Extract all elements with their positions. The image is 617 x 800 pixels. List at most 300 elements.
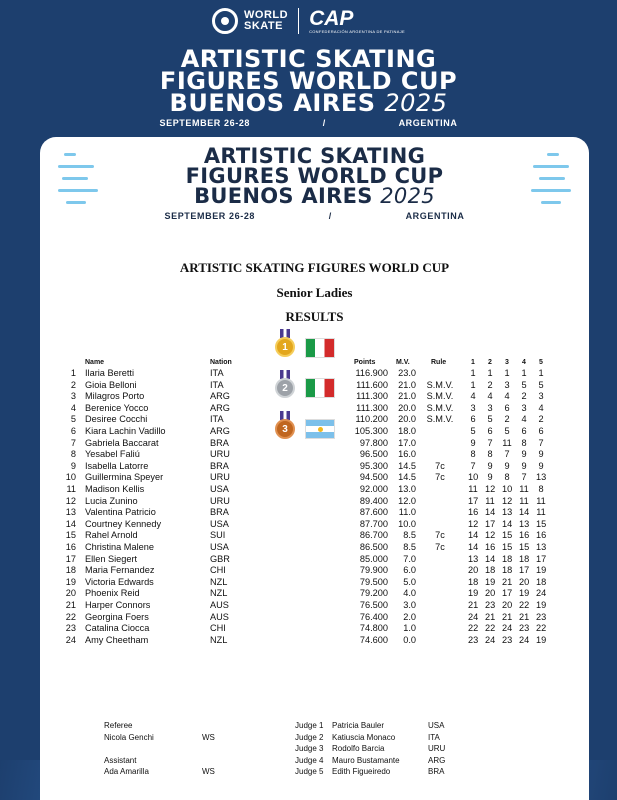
judge-4-place-cell: 3 xyxy=(521,402,527,413)
rank-cell: 10 xyxy=(65,472,76,483)
judge-2-place-cell: 2 xyxy=(487,379,493,390)
name-cell: Valentina Patricio xyxy=(85,507,156,518)
col-judge5-header: 5 xyxy=(539,359,543,366)
rank-cell: 23 xyxy=(65,623,76,634)
mv-cell: 2.0 xyxy=(403,611,416,622)
judge-5-place-cell: 16 xyxy=(536,530,547,541)
rank-cell: 14 xyxy=(65,518,76,529)
nation-cell: USA xyxy=(210,542,229,552)
mv-cell: 14.5 xyxy=(398,472,416,483)
rule-cell: S.M.V. xyxy=(426,391,454,402)
rank-cell: 17 xyxy=(65,553,76,564)
judge-5-place-cell: 22 xyxy=(536,623,547,634)
judge-2-place-cell: 22 xyxy=(485,623,496,634)
judge-1-place-cell: 23 xyxy=(468,634,479,645)
judge-1-place-cell: 3 xyxy=(470,402,476,413)
judge-3-place-cell: 15 xyxy=(502,530,513,541)
mv-cell: 18.0 xyxy=(398,426,416,436)
judge-1-place-cell: 19 xyxy=(468,588,479,599)
table-row xyxy=(40,368,589,380)
points-cell: 79.500 xyxy=(359,576,388,587)
table-row xyxy=(40,635,589,647)
judge-4-place-cell: 23 xyxy=(519,623,530,634)
name-cell: Amy Cheetham xyxy=(85,634,149,645)
nation-cell: ARG xyxy=(210,426,230,436)
bronze-medal-icon: 3 xyxy=(274,411,296,441)
judge-1-place-cell: 16 xyxy=(468,507,479,518)
judge-1-place-cell: 11 xyxy=(468,484,478,494)
judge-name: Mauro Bustamante xyxy=(332,755,400,765)
judge-1-place-cell: 12 xyxy=(468,518,479,529)
judge-1-place-cell: 9 xyxy=(470,437,476,448)
points-cell: 92.000 xyxy=(359,484,388,494)
judge-2-place-cell: 6 xyxy=(487,426,493,436)
judge-5-place-cell: 19 xyxy=(536,634,547,645)
nation-cell: ARG xyxy=(210,391,230,402)
mv-cell: 8.5 xyxy=(403,530,416,541)
rank-cell: 21 xyxy=(65,600,76,610)
document-title: ARTISTIC SKATING FIGURES WORLD CUP xyxy=(179,260,450,275)
judge-4-place-cell: 4 xyxy=(521,414,527,425)
gold-medal-icon: 1 xyxy=(274,329,296,359)
col-judge1-header: 1 xyxy=(471,359,475,366)
points-cell: 97.800 xyxy=(359,437,388,448)
col-name-header: Name xyxy=(85,359,105,366)
table-row xyxy=(40,507,589,519)
judge-3-place-cell: 8 xyxy=(504,472,510,483)
judge-2-place-cell: 9 xyxy=(487,472,493,483)
nation-cell: SUI xyxy=(210,530,226,541)
points-cell: 94.500 xyxy=(359,472,388,483)
judge-4-place-cell: 13 xyxy=(519,518,530,529)
event-year: 2025 xyxy=(384,89,448,117)
nation-cell: CHI xyxy=(210,623,226,634)
table-row xyxy=(40,391,589,403)
judge-label: Judge 5 xyxy=(295,767,324,776)
judge-4-place-cell: 2 xyxy=(521,391,527,402)
nation-cell: ITA xyxy=(210,414,224,425)
judge-4-place-cell: 1 xyxy=(521,368,527,378)
rank-cell: 11 xyxy=(66,484,76,494)
event-title-line3: BUENOS AIRES xyxy=(169,89,376,117)
event-title-line1: ARTISTIC SKATING xyxy=(180,45,437,73)
cap-logo-subtitle: CONFEDERACIÓN ARGENTINA DE PATINAJE xyxy=(309,28,405,34)
judge-4-place-cell: 8 xyxy=(521,437,527,448)
skate-decoration-left-icon xyxy=(58,143,104,223)
name-cell: Guillermina Speyer xyxy=(85,472,164,483)
mv-cell: 12.0 xyxy=(398,495,416,506)
judge-4-place-cell: 11 xyxy=(519,495,529,506)
judge-3-place-cell: 10 xyxy=(502,484,513,494)
nation-cell: ITA xyxy=(210,379,224,390)
judge-3-place-cell: 14 xyxy=(502,518,513,529)
judge-5-place-cell: 19 xyxy=(536,565,547,576)
nation-cell: NZL xyxy=(210,634,228,645)
judge-1-place-cell: 22 xyxy=(468,623,479,634)
judge-1-place-cell: 14 xyxy=(468,530,479,541)
judge-nation: USA xyxy=(428,721,445,730)
points-cell: 86.500 xyxy=(359,542,388,552)
nation-cell: ITA xyxy=(210,368,224,378)
points-cell: 86.700 xyxy=(359,530,388,541)
judge-3-place-cell: 12 xyxy=(502,495,513,506)
name-cell: Ilaria Beretti xyxy=(85,368,135,378)
judge-4-place-cell: 21 xyxy=(519,611,530,622)
points-cell: 79.900 xyxy=(359,565,388,576)
world-skate-line1: WORLD xyxy=(244,9,289,21)
name-cell: Madison Kellis xyxy=(85,484,145,494)
name-cell: Ellen Siegert xyxy=(85,553,138,564)
name-cell: Gabriela Baccarat xyxy=(85,437,159,448)
table-row xyxy=(40,472,589,484)
judge-3-place-cell: 4 xyxy=(504,391,510,402)
event-slash: / xyxy=(322,118,326,128)
table-row xyxy=(40,484,589,496)
judge-4-place-cell: 20 xyxy=(519,576,530,587)
judge-4-place-cell: 19 xyxy=(519,588,530,599)
points-cell: 111.600 xyxy=(356,379,388,390)
judge-2-place-cell: 12 xyxy=(485,530,496,541)
judge-4-place-cell: 9 xyxy=(521,460,527,471)
judge-3-place-cell: 5 xyxy=(504,426,510,436)
judge-5-place-cell: 17 xyxy=(536,553,547,564)
nation-cell: NZL xyxy=(210,588,228,599)
judge-3-place-cell: 1 xyxy=(504,368,510,378)
judge-1-place-cell: 20 xyxy=(468,565,479,576)
points-cell: 74.600 xyxy=(359,634,388,645)
judge-3-place-cell: 18 xyxy=(502,565,513,576)
nation-cell: CHI xyxy=(210,565,226,576)
results-document xyxy=(40,137,589,800)
referee-name: Nicola Genchi xyxy=(104,732,154,742)
judge-label: Judge 2 xyxy=(295,732,324,742)
judge-1-place-cell: 4 xyxy=(470,391,476,402)
judge-4-place-cell: 15 xyxy=(519,542,530,552)
judge-4-place-cell: 22 xyxy=(519,600,530,610)
event-country: ARGENTINA xyxy=(398,118,458,128)
mv-cell: 21.0 xyxy=(398,391,416,402)
table-row xyxy=(40,414,589,426)
judge-2-place-cell: 21 xyxy=(485,611,496,622)
judge-1-place-cell: 1 xyxy=(470,368,476,378)
name-cell: Catalina Ciocca xyxy=(85,623,150,634)
mv-cell: 13.0 xyxy=(398,484,416,494)
judge-4-place-cell: 7 xyxy=(521,472,527,483)
judge-3-place-cell: 20 xyxy=(502,600,513,610)
judge-1-place-cell: 8 xyxy=(470,449,476,460)
col-judge3-header: 3 xyxy=(505,359,509,366)
nation-cell: ARG xyxy=(210,402,230,413)
judge-5-place-cell: 9 xyxy=(538,460,544,471)
points-cell: 74.800 xyxy=(359,623,388,634)
name-cell: Berenice Yocco xyxy=(85,402,149,413)
rank-cell: 22 xyxy=(65,611,76,622)
rank-cell: 13 xyxy=(65,507,76,518)
mv-cell: 0.0 xyxy=(403,634,416,645)
judge-5-place-cell: 19 xyxy=(536,600,547,610)
points-cell: 111.300 xyxy=(356,391,388,402)
col-mv-header: M.V. xyxy=(396,359,410,366)
judge-1-place-cell: 21 xyxy=(468,600,479,610)
judge-4-place-cell: 5 xyxy=(521,379,527,390)
rule-cell: 7c xyxy=(435,472,445,483)
mv-cell: 21.0 xyxy=(398,379,416,390)
judge-5-place-cell: 11 xyxy=(536,507,546,518)
rule-cell: 7c xyxy=(435,542,445,552)
mv-cell: 11.0 xyxy=(398,507,416,518)
judge-4-place-cell: 14 xyxy=(519,507,530,518)
judge-3-place-cell: 15 xyxy=(502,542,513,552)
points-cell: 85.000 xyxy=(359,553,388,564)
table-row xyxy=(40,612,589,624)
judge-1-place-cell: 1 xyxy=(470,379,476,390)
referee-org: WS xyxy=(202,732,215,742)
judge-3-place-cell: 3 xyxy=(504,379,510,390)
name-cell: Gioia Belloni xyxy=(85,379,137,390)
judge-2-place-cell: 16 xyxy=(485,542,496,552)
judge-5-place-cell: 6 xyxy=(538,426,544,436)
mv-cell: 16.0 xyxy=(398,449,416,460)
cap-logo xyxy=(309,6,405,34)
judge-5-place-cell: 7 xyxy=(538,437,544,448)
judge-2-place-cell: 1 xyxy=(487,368,493,378)
mv-cell: 5.0 xyxy=(403,576,416,587)
judge-3-place-cell: 2 xyxy=(504,414,510,425)
judge-3-place-cell: 17 xyxy=(502,588,513,599)
rule-cell: S.M.V. xyxy=(426,379,454,390)
name-cell: Georgina Foers xyxy=(85,611,149,622)
document-banner xyxy=(40,137,589,237)
judge-3-place-cell: 13 xyxy=(502,507,513,518)
points-cell: 76.500 xyxy=(359,600,388,610)
points-cell: 89.400 xyxy=(359,495,388,506)
judge-1-place-cell: 7 xyxy=(470,460,476,471)
name-cell: Lucia Zunino xyxy=(85,495,138,506)
judge-4-place-cell: 11 xyxy=(519,484,529,494)
banner-title-line1: ARTISTIC SKATING xyxy=(203,144,426,168)
points-cell: 76.400 xyxy=(359,611,388,622)
name-cell: Harper Connors xyxy=(85,600,151,610)
table-row xyxy=(40,438,589,450)
judge-label: Judge 4 xyxy=(295,755,324,765)
judge-5-place-cell: 23 xyxy=(536,611,547,622)
nation-cell: USA xyxy=(210,518,229,529)
banner-year: 2025 xyxy=(380,184,435,208)
event-dates: SEPTEMBER 26-28 xyxy=(159,118,251,128)
points-cell: 96.500 xyxy=(359,449,388,460)
points-cell: 116.900 xyxy=(355,368,388,378)
rank-cell: 7 xyxy=(70,437,76,448)
judge-nation: ARG xyxy=(428,755,446,765)
logo-divider xyxy=(298,8,299,34)
judge-2-place-cell: 18 xyxy=(485,565,496,576)
name-cell: Rahel Arnold xyxy=(85,530,138,541)
judge-5-place-cell: 3 xyxy=(538,391,544,402)
table-row xyxy=(40,496,589,508)
cap-logo-text: CAP xyxy=(309,6,354,30)
judge-2-place-cell: 5 xyxy=(487,414,493,425)
banner-dates: SEPTEMBER 26-28 xyxy=(164,211,256,221)
event-title-line2: FIGURES WORLD CUP xyxy=(159,67,458,95)
judge-4-place-cell: 24 xyxy=(519,634,530,645)
mv-cell: 14.5 xyxy=(398,460,416,471)
banner-slash: / xyxy=(328,211,332,221)
mv-cell: 3.0 xyxy=(403,600,416,610)
nation-cell: BRA xyxy=(210,507,229,518)
mv-cell: 20.0 xyxy=(398,414,416,425)
table-row xyxy=(40,588,589,600)
judge-3-place-cell: 21 xyxy=(502,576,513,587)
points-cell: 95.300 xyxy=(359,460,388,471)
table-row xyxy=(40,623,589,635)
points-cell: 87.700 xyxy=(359,518,388,529)
italy-flag-icon xyxy=(305,338,335,358)
table-row xyxy=(40,577,589,589)
judge-2-place-cell: 11 xyxy=(485,495,495,506)
judge-2-place-cell: 17 xyxy=(485,518,496,529)
mv-cell: 7.0 xyxy=(403,553,416,564)
rank-cell: 3 xyxy=(70,391,76,402)
judge-5-place-cell: 24 xyxy=(536,588,547,599)
judge-nation: URU xyxy=(428,744,446,753)
points-cell: 110.200 xyxy=(355,414,388,425)
judge-2-place-cell: 8 xyxy=(487,449,493,460)
mv-cell: 4.0 xyxy=(403,588,416,599)
judge-1-place-cell: 17 xyxy=(468,495,479,506)
nation-cell: URU xyxy=(210,495,230,506)
judge-5-place-cell: 2 xyxy=(538,414,544,425)
mv-cell: 8.5 xyxy=(403,542,416,552)
judge-4-place-cell: 17 xyxy=(519,565,530,576)
mv-cell: 20.0 xyxy=(398,402,416,413)
rank-cell: 20 xyxy=(65,588,76,599)
rank-cell: 12 xyxy=(65,495,76,506)
judge-4-place-cell: 9 xyxy=(521,449,527,460)
rule-cell: 7c xyxy=(435,530,445,541)
col-points-header: Points xyxy=(354,359,376,366)
name-cell: Maria Fernandez xyxy=(85,565,155,576)
judge-5-place-cell: 9 xyxy=(538,449,544,460)
silver-medal-icon: 2 xyxy=(274,370,296,400)
rank-cell: 2 xyxy=(70,379,76,390)
world-skate-logo xyxy=(212,8,288,34)
rank-cell: 15 xyxy=(65,530,76,541)
judge-5-place-cell: 11 xyxy=(536,495,546,506)
judge-5-place-cell: 5 xyxy=(538,379,544,390)
judge-1-place-cell: 24 xyxy=(468,611,479,622)
judge-4-place-cell: 6 xyxy=(521,426,527,436)
table-row xyxy=(40,380,589,392)
name-cell: Yesabel Faliú xyxy=(85,449,140,460)
event-title xyxy=(0,45,617,128)
banner-country: ARGENTINA xyxy=(405,211,465,221)
name-cell: Desiree Cocchi xyxy=(85,414,148,425)
judge-3-place-cell: 21 xyxy=(502,611,513,622)
table-row xyxy=(40,554,589,566)
banner-title-line3: BUENOS AIRES xyxy=(194,184,373,208)
judge-3-place-cell: 9 xyxy=(504,460,510,471)
mv-cell: 17.0 xyxy=(398,437,416,448)
rule-cell: S.M.V. xyxy=(426,402,454,413)
nation-cell: USA xyxy=(210,484,229,494)
rank-cell: 19 xyxy=(65,576,76,587)
judge-2-place-cell: 12 xyxy=(485,484,496,494)
nation-cell: BRA xyxy=(210,460,229,471)
judge-1-place-cell: 13 xyxy=(468,553,479,564)
assistant-name: Ada Amarilla xyxy=(104,767,149,776)
rule-cell: 7c xyxy=(435,460,445,471)
name-cell: Milagros Porto xyxy=(85,391,145,402)
judge-3-place-cell: 7 xyxy=(504,449,510,460)
logo-bar xyxy=(0,4,617,38)
table-row xyxy=(40,461,589,473)
judge-5-place-cell: 13 xyxy=(536,542,547,552)
judge-2-place-cell: 23 xyxy=(485,600,496,610)
rank-cell: 9 xyxy=(70,460,76,471)
nation-cell: BRA xyxy=(210,437,229,448)
col-judge2-header: 2 xyxy=(488,359,492,366)
name-cell: Kiara Lachin Vadillo xyxy=(85,426,166,436)
mv-cell: 23.0 xyxy=(398,368,416,378)
table-row xyxy=(40,403,589,415)
judge-5-place-cell: 13 xyxy=(536,472,547,483)
assistant-org: WS xyxy=(202,767,215,776)
judge-5-place-cell: 8 xyxy=(538,484,544,494)
judge-3-place-cell: 24 xyxy=(502,623,513,634)
judge-name: Katiuscia Monaco xyxy=(332,732,396,742)
rank-cell: 18 xyxy=(65,565,76,576)
rank-cell: 4 xyxy=(70,402,76,413)
judge-2-place-cell: 9 xyxy=(487,460,493,471)
points-cell: 105.300 xyxy=(354,426,388,436)
col-rule-header: Rule xyxy=(431,359,447,366)
document-category: Senior Ladies xyxy=(276,285,353,300)
judge-2-place-cell: 14 xyxy=(485,553,496,564)
name-cell: Victoria Edwards xyxy=(85,576,154,587)
judge-5-place-cell: 1 xyxy=(538,368,544,378)
judge-1-place-cell: 5 xyxy=(470,426,476,436)
judge-2-place-cell: 14 xyxy=(485,507,496,518)
points-cell: 79.200 xyxy=(359,588,388,599)
name-cell: Christina Malene xyxy=(85,542,154,552)
judge-3-place-cell: 23 xyxy=(502,634,513,645)
table-row xyxy=(40,426,589,438)
table-row xyxy=(40,600,589,612)
judge-1-place-cell: 18 xyxy=(468,576,479,587)
mv-cell: 10.0 xyxy=(398,518,416,529)
judge-2-place-cell: 24 xyxy=(485,634,496,645)
judge-name: Patricia Bauler xyxy=(332,721,385,730)
document-section: RESULTS xyxy=(285,309,344,324)
nation-cell: URU xyxy=(210,449,230,460)
assistant-label: Assistant xyxy=(104,755,137,765)
skate-decoration-right-icon xyxy=(527,143,573,223)
judge-2-place-cell: 20 xyxy=(485,588,496,599)
table-row xyxy=(40,530,589,542)
banner-title-line2: FIGURES WORLD CUP xyxy=(185,164,444,188)
rank-cell: 24 xyxy=(65,634,76,645)
referee-label: Referee xyxy=(104,721,133,730)
judge-name: Rodolfo Barcia xyxy=(332,744,385,753)
name-cell: Courtney Kennedy xyxy=(85,518,162,529)
rule-cell: S.M.V. xyxy=(426,414,454,425)
world-skate-line2: SKATE xyxy=(244,20,283,32)
nation-cell: AUS xyxy=(210,611,229,622)
judge-1-place-cell: 6 xyxy=(470,414,476,425)
judge-label: Judge 3 xyxy=(295,744,324,753)
judge-4-place-cell: 18 xyxy=(519,553,530,564)
mv-cell: 1.0 xyxy=(403,623,416,634)
